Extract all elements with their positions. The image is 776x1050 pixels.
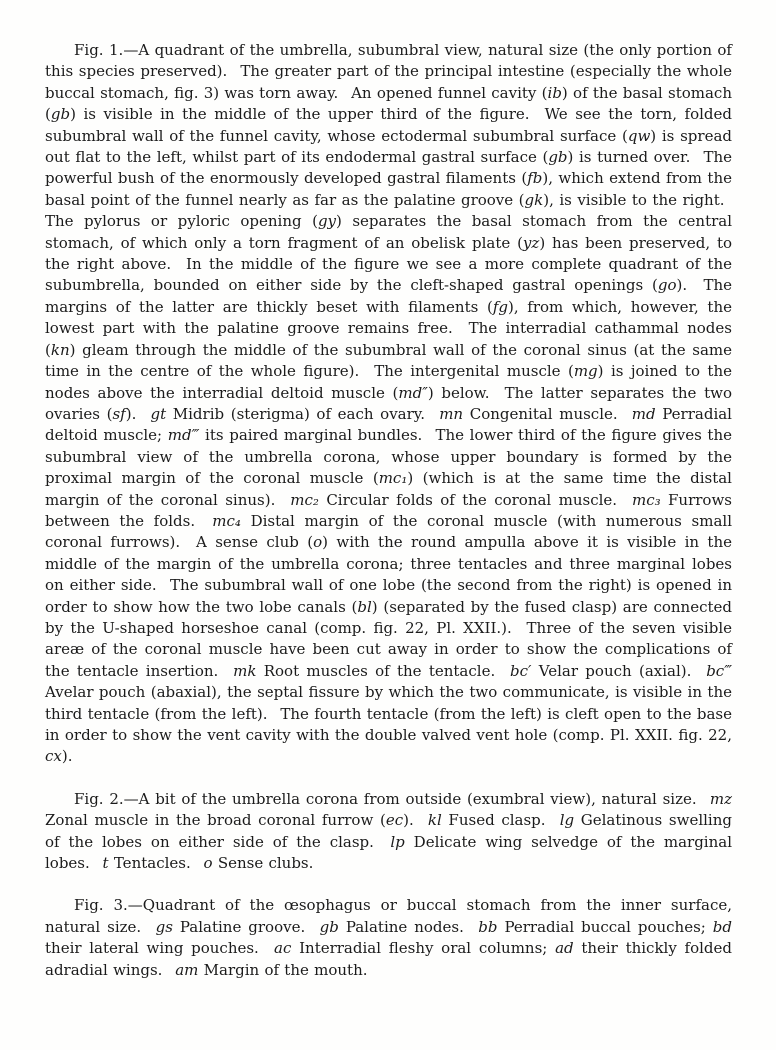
- text-run: ) has been preserved, to the right above. In the middle of the figure we see a more complete quadrant of the subumbrella, bounded on either side by the cleft-shaped gastral openings (: [45, 233, 732, 295]
- anatomical-label: mc₁: [378, 469, 408, 488]
- anatomical-label: o: [313, 533, 323, 552]
- text-run: ). The margins of the latter are thickly beset with filaments (: [45, 276, 732, 316]
- text-run: ), from which, however, the lowest part with the palatine groove remains free. The interradial cathammal nodes (: [45, 297, 732, 359]
- anatomical-label: go: [657, 276, 677, 295]
- text-run: ) below. The latter separates the two ovaries (: [45, 383, 732, 423]
- text-run: ) gleam through the middle of the subumbral wall of the coronal sinus (at the same time in the centre of the whole figure). The intergenital muscle (: [45, 340, 732, 381]
- anatomical-label: mk: [233, 661, 257, 680]
- anatomical-label: gt: [150, 404, 167, 423]
- text-run: Palatine nodes.: [338, 917, 479, 936]
- text-run: Root muscles of the tentacle.: [256, 661, 511, 680]
- anatomical-label: bb: [478, 917, 498, 936]
- text-run: Zonal muscle in the broad coronal furrow (: [45, 811, 386, 830]
- text-run: Fused clasp.: [441, 811, 560, 830]
- anatomical-label: mz: [709, 789, 732, 808]
- anatomical-label: fg: [492, 297, 508, 316]
- text-run: Distal margin of the coronal muscle (with numerous small coronal furrows). A sense club (: [45, 511, 733, 552]
- text-run: Tentacles.: [108, 854, 204, 873]
- anatomical-label: md″: [398, 383, 428, 402]
- text-run: Fig. 3.—Quadrant of the œsophagus or buccal stomach from the inner surface, natural size.: [45, 896, 732, 936]
- anatomical-label: md: [631, 404, 656, 423]
- anatomical-label: lp: [390, 832, 405, 851]
- text-run: Velar pouch (axial).: [531, 661, 707, 680]
- text-run: ) with the round ampulla above it is visible in the middle of the margin of the umbrella corona; three tentacles and three marginal lobes on either side. The subumbral wall of one lobe (the second from the right) is opened in order to show how the two lobe canals (: [45, 533, 732, 616]
- anatomical-label: bc‴: [706, 661, 733, 680]
- anatomical-label: ac: [274, 939, 292, 958]
- figure-caption-fig3: [45, 895, 732, 981]
- anatomical-label: gb: [50, 105, 71, 124]
- anatomical-label: ec: [385, 811, 404, 830]
- text-run: ), is visible to the right. The pylorus or pyloric opening (: [45, 190, 732, 231]
- anatomical-label: yz: [522, 233, 540, 252]
- text-run: their lateral wing pouches.: [45, 939, 275, 958]
- anatomical-label: bc′: [510, 661, 532, 680]
- anatomical-label: mg: [573, 362, 598, 381]
- anatomical-label: mc₄: [212, 511, 241, 530]
- anatomical-label: t: [102, 854, 109, 873]
- anatomical-label: gy: [317, 212, 337, 231]
- anatomical-label: gs: [155, 917, 173, 936]
- anatomical-label: bl: [357, 597, 372, 616]
- text-run: ) (separated by the fused clasp) are connected by the U-shaped horseshoe canal (comp. fig. 22, Pl. XXII.). Three of the seven visible areæ of the coronal muscle have been cut away in order to show the complications of the tentacle insertion.: [45, 597, 733, 680]
- text-run: ) is joined to the nodes above the interradial deltoid muscle (: [45, 362, 732, 402]
- anatomical-label: fb: [527, 169, 543, 188]
- text-run: Interradial fleshy oral columns;: [291, 939, 556, 958]
- text-run: ) separates the basal stomach from the central stomach, of which only a torn fragment of an obelisk plate (: [45, 212, 733, 252]
- text-run: ) is visible in the middle of the upper third of the figure. We see the torn, folded subumbral wall of the funnel cavity, whose ectodermal subumbral surface (: [45, 105, 732, 145]
- text-run: Sense clubs.: [212, 854, 314, 873]
- text-run: Gelatinous swelling of the lobes on either side of the clasp.: [45, 811, 732, 851]
- text-run: Delicate wing selvedge of the marginal lobes.: [45, 832, 733, 873]
- anatomical-label: cx: [45, 747, 62, 766]
- figure-caption-fig1: [45, 40, 732, 768]
- text-run: Midrib (sterigma) of each ovary.: [166, 404, 440, 423]
- anatomical-label: mn: [439, 404, 464, 423]
- text-run: ) is turned over. The powerful bush of the enormously developed gastral filaments (: [45, 148, 732, 188]
- text-run: their thickly folded adradial wings.: [45, 939, 732, 979]
- anatomical-label: am: [175, 960, 199, 979]
- text-run: Fig. 2.—A bit of the umbrella corona from outside (exumbral view), natural size.: [74, 789, 710, 808]
- anatomical-label: bd: [712, 917, 732, 936]
- text-run: Furrows between the folds.: [45, 490, 732, 530]
- text-run: its paired marginal bundles. The lower third of the figure gives the subumbral view of the umbrella corona, whose upper boundary is formed by the proximal margin of the coronal muscle (: [45, 426, 732, 488]
- text-run: Perradial buccal pouches;: [497, 917, 713, 936]
- text-run: Perradial deltoid muscle;: [45, 404, 732, 445]
- text-run: Avelar pouch (abaxial), the septal fissure by which the two communicate, is visible in the third tentacle (from the left). The fourth tentacle (from the left) is cleft open to the base in order to show the vent cavity with the double valved vent hole (comp. Pl. XXII. fig. 22,: [45, 683, 732, 744]
- text-run: Fig. 1.—A quadrant of the umbrella, subumbral view, natural size (the only portion of this species preserved). The greater part of the principal intestine (especially the whole buccal stomach, fig. 3) was torn away. An opened funnel cavity (: [45, 41, 732, 102]
- anatomical-label: mc₃: [631, 490, 661, 509]
- anatomical-label: qw: [627, 126, 651, 145]
- figure-caption-fig2: [45, 789, 732, 875]
- anatomical-label: lg: [559, 811, 575, 830]
- anatomical-label: gb: [319, 917, 339, 936]
- text-run: ).: [403, 811, 428, 830]
- text-run: ) is spread out flat to the left, whilst part of its endodermal gastral surface (: [45, 126, 732, 167]
- anatomical-label: o: [203, 854, 213, 873]
- anatomical-label: gk: [524, 190, 544, 209]
- anatomical-label: kl: [427, 811, 442, 830]
- text-run: ).: [61, 747, 73, 766]
- anatomical-label: ad: [555, 939, 574, 958]
- anatomical-label: md‴: [167, 426, 200, 445]
- text-run: ) (which is at the same time the distal margin of the coronal sinus).: [45, 469, 732, 509]
- text-run: Palatine groove.: [172, 917, 320, 936]
- anatomical-label: ib: [547, 83, 562, 102]
- text-run: Margin of the mouth.: [198, 960, 368, 979]
- anatomical-label: mc₂: [290, 490, 319, 509]
- text-run: ) of the basal stomach (: [45, 83, 732, 124]
- text-run: ).: [125, 404, 151, 423]
- text-run: Circular folds of the coronal muscle.: [318, 490, 632, 509]
- anatomical-label: sf: [112, 404, 126, 423]
- anatomical-label: gb: [548, 148, 568, 167]
- text-run: ), which extend from the basal point of the funnel nearly as far as the palatine groove (: [45, 169, 732, 209]
- anatomical-label: kn: [50, 340, 70, 359]
- text-run: Congenital muscle.: [463, 404, 632, 423]
